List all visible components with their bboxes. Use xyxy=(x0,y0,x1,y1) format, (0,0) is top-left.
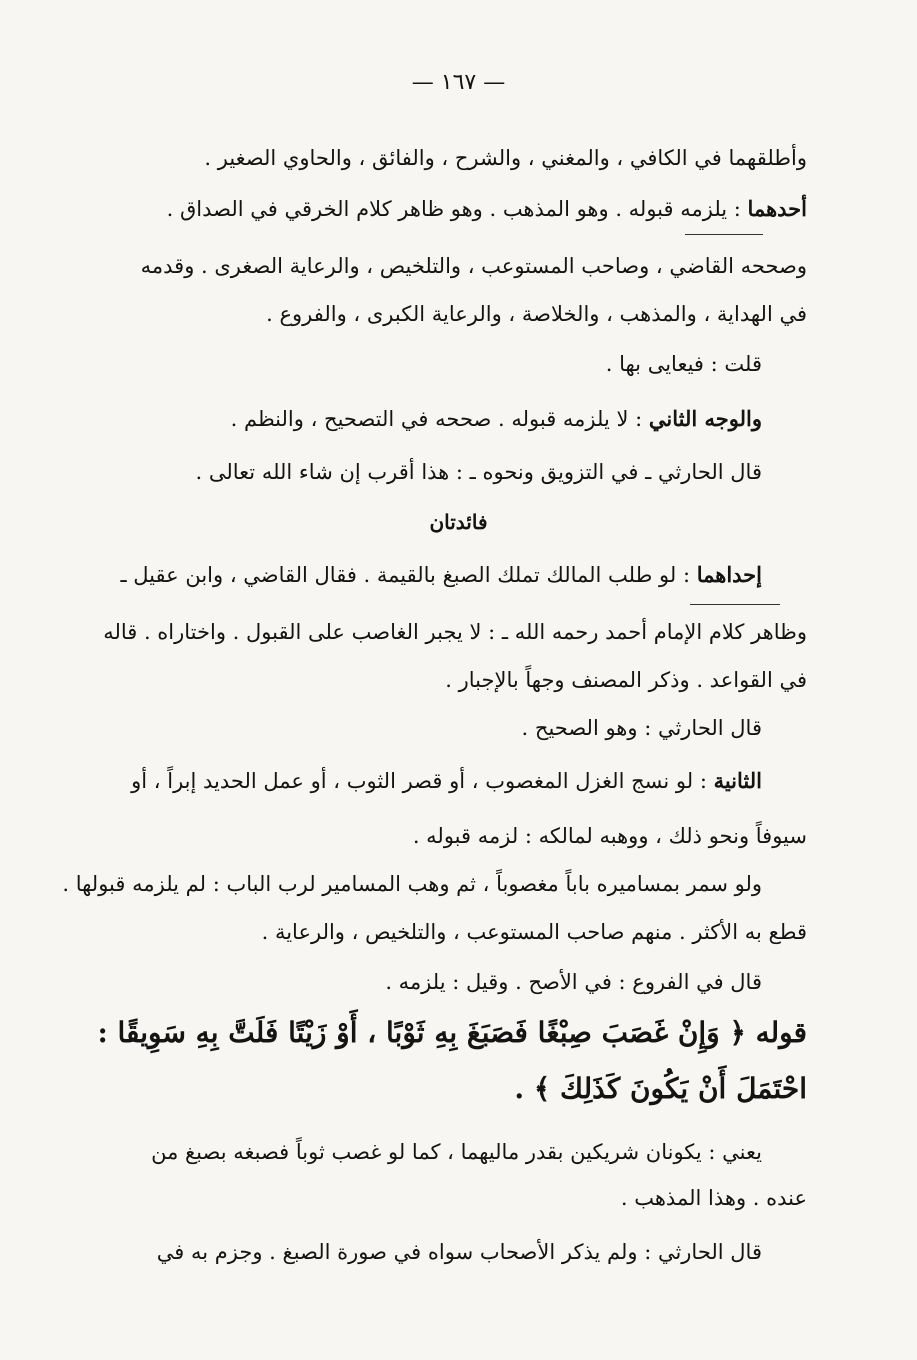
text-line: أحدهما : يلزمه قبوله . وهو المذهب . وهو ظاهر كلام الخرقي في الصداق . xyxy=(166,196,807,221)
text-line: وصححه القاضي ، وصاحب المستوعب ، والتلخيص ، والرعاية الصغرى . وقدمه xyxy=(140,254,807,278)
term-underline xyxy=(685,234,763,235)
text-line: قال الحارثي : وهو الصحيح . xyxy=(521,716,762,740)
text-line: يعني : يكونان شريكين بقدر ماليهما ، كما لو غصب ثوباً فصبغه بصبغ من xyxy=(151,1140,762,1164)
page-number: — ١٦٧ — xyxy=(411,70,506,95)
text-body xyxy=(62,0,807,1360)
text-line: وأطلقهما في الكافي ، والمغني ، والشرح ، والفائق ، والحاوي الصغير . xyxy=(204,146,807,170)
text-line: الثانية : لو نسج الغزل المغصوب ، أو قصر الثوب ، أو عمل الحديد إبراً ، أو xyxy=(131,768,762,793)
text-line: سيوفاً ونحو ذلك ، ووهبه لمالكه : لزمه قبوله . xyxy=(412,824,807,848)
text-line: قال الحارثي : ولم يذكر الأصحاب سواه في صورة الصبغ . وجزم به في xyxy=(156,1240,762,1264)
text-line: وظاهر كلام الإمام أحمد رحمه الله ـ : لا يجبر الغاصب على القبول . واختاراه . قاله xyxy=(103,620,807,644)
text-line: ولو سمر بمساميره باباً مغصوباً ، ثم وهب المسامير لرب الباب : لم يلزمه قبولها . xyxy=(62,872,762,896)
term: الثانية xyxy=(713,768,762,793)
quran-verse-line: قوله ﴿ وَإِنْ غَصَبَ صِبْغًا فَصَبَغَ بِهِ ثَوْبًا ، أَوْ زَيْتًا فَلَتَّ بِهِ سَوِيقًا : xyxy=(97,1016,807,1049)
text-line: والوجه الثاني : لا يلزمه قبوله . صححه في التصحيح ، والنظم . xyxy=(230,406,762,431)
text-line: عنده . وهذا المذهب . xyxy=(620,1186,807,1210)
text-line: قطع به الأكثر . منهم صاحب المستوعب ، والتلخيص ، والرعاية . xyxy=(261,920,807,944)
text-line: في القواعد . وذكر المصنف وجهاً بالإجبار . xyxy=(445,668,807,692)
term: إحداهما xyxy=(696,562,762,587)
text-line: في الهداية ، والمذهب ، والخلاصة ، والرعاية الكبرى ، والفروع . xyxy=(266,302,807,326)
term: والوجه الثاني xyxy=(648,406,762,431)
text-line: قلت : فيعايى بها . xyxy=(605,352,762,376)
section-heading: فائدتان xyxy=(429,510,488,534)
quran-verse-line: احْتَمَلَ أَنْ يَكُونَ كَذَلِكَ ﴾ . xyxy=(514,1072,807,1105)
text-line: إحداهما : لو طلب المالك تملك الصبغ بالقيمة . فقال القاضي ، وابن عقيل ـ xyxy=(120,562,762,587)
term: أحدهما xyxy=(747,196,807,221)
term-underline xyxy=(690,604,780,605)
text-line: قال الحارثي ـ في التزويق ونحوه ـ : هذا أقرب إن شاء الله تعالى . xyxy=(195,460,762,484)
text-line: قال في الفروع : في الأصح . وقيل : يلزمه . xyxy=(385,970,762,994)
